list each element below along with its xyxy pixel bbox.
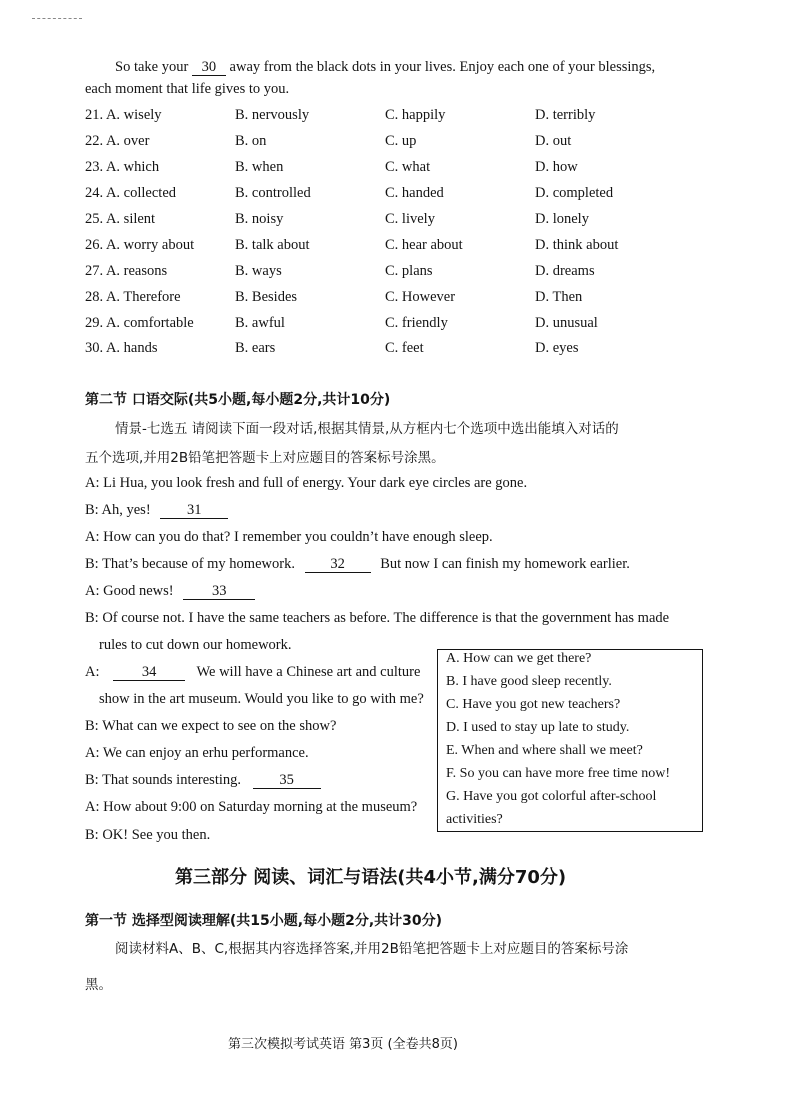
option-row [85,129,705,155]
option-row [85,232,705,258]
option: C. happily [385,107,446,124]
option: 23. A. which [85,159,160,176]
section-heading: 第二节 口语交际(共5小题,每小题2分,共计10分) [85,392,391,408]
dialogue-line [85,664,420,681]
passage-text: away from the black dots in your lives. Enjoy each one of your blessings, [229,59,656,75]
option: D. out [535,133,572,150]
blank-33: 33 [183,584,255,600]
option-row [85,207,705,233]
option: 26. A. worry about [85,236,195,253]
option: D. lonely [535,211,589,227]
option-row [85,284,705,310]
option: D. think about [535,236,619,253]
choice-item: D. I used to stay up late to study. [446,720,630,735]
options-list [85,103,705,362]
dialogue-text: A: Good news! [85,583,174,599]
dialogue-line: A: We can enjoy an erhu performance. [85,745,309,761]
passage-text: So take your [115,59,189,75]
option: 24. A. collected [85,185,177,202]
option: 22. A. over [85,133,150,150]
option: C. lively [385,211,435,227]
choice-item: F. So you can have more free time now! [446,766,670,781]
dialogue-line: A: How can you do that? I remember you couldn’t have enough sleep. [85,529,493,545]
option: D. Then [535,288,583,305]
dialogue-line: B: OK! See you then. [85,827,211,843]
option: B. noisy [235,211,284,227]
option: B. talk about [235,236,310,253]
option: D. dreams [535,262,595,279]
dialogue-line: B: What can we expect to see on the show? [85,718,337,734]
option: 30. A. hands [85,340,158,357]
option: 27. A. reasons [85,262,168,279]
dialogue-line [85,772,321,789]
dialogue-line [85,502,228,519]
section-instruction: 情景-七选五 请阅读下面一段对话,根据其情景,从方框内七个选项中选出能填入对话的 [115,421,619,437]
choice-item: B. I have good sleep recently. [446,674,612,689]
choice-item: G. Have you got colorful after-school [446,789,657,804]
dialogue-line [85,583,255,600]
option: C. feet [385,340,424,357]
choice-item: A. How can we get there? [446,651,592,666]
passage-line-1 [115,59,655,76]
option: 28. A. Therefore [85,288,181,305]
option: B. ways [235,262,282,279]
blank-31: 31 [160,503,228,519]
option: B. ears [235,340,276,357]
dialogue-text: B: That sounds interesting. [85,772,242,788]
option: B. controlled [235,185,311,202]
section-heading: 第一节 选择型阅读理解(共15小题,每小题2分,共计30分) [85,913,443,929]
section-instruction: 阅读材料A、B、C,根据其内容选择答案,并用2B铅笔把答题卡上对应题目的答案标号涂 [115,941,629,957]
dialogue-text: B: Ah, yes! [85,502,151,518]
option-row [85,310,705,336]
option: 25. A. silent [85,211,156,227]
dialogue-line: A: How about 9:00 on Saturday morning at the museum? [85,799,418,815]
option-row [85,258,705,284]
option: C. what [385,159,431,176]
section-instruction: 五个选项,并用2B铅笔把答题卡上对应题目的答案标号涂黑。 [85,450,445,466]
dialogue-line: rules to cut down our homework. [99,637,292,653]
dialogue-text: A: [85,664,100,680]
option: D. terribly [535,107,596,124]
option-row [85,155,705,181]
option: C. plans [385,262,433,279]
option: C. friendly [385,314,448,331]
option: C. up [385,133,417,150]
scan-mark [32,18,82,21]
choice-item: activities? [446,812,503,827]
section-instruction: 黑。 [85,977,112,993]
page-footer: 第三次模拟考试英语 第3页 (全卷共8页) [228,1037,458,1052]
dialogue-text: B: That’s because of my homework. [85,556,295,572]
passage-line-2: each moment that life gives to you. [85,81,290,97]
option: C. handed [385,185,444,202]
option: C. However [385,288,456,305]
dialogue-line: show in the art museum. Would you like to go with me? [99,691,424,707]
option: D. how [535,159,578,176]
option: 29. A. comfortable [85,314,194,331]
dialogue-line: A: Li Hua, you look fresh and full of energy. Your dark eye circles are gone. [85,475,528,491]
option-row [85,181,705,207]
choices-box [437,649,703,832]
option: 21. A. wisely [85,107,162,124]
option: B. awful [235,314,285,331]
option: B. on [235,133,267,150]
option: D. completed [535,185,614,202]
option: D. eyes [535,340,579,357]
option: C. hear about [385,236,463,253]
dialogue-text: We will have a Chinese art and culture [196,664,421,680]
blank-35: 35 [253,773,321,789]
dialogue-text: But now I can finish my homework earlier. [380,556,630,572]
dialogue-line [85,556,630,573]
part-heading: 第三部分 阅读、词汇与语法(共4小节,满分70分) [175,867,567,888]
option: B. when [235,159,284,176]
option: D. unusual [535,314,598,331]
option: B. Besides [235,288,298,305]
blank-32: 32 [305,557,371,573]
choice-item: C. Have you got new teachers? [446,697,621,712]
choice-item: E. When and where shall we meet? [446,743,643,758]
option-row [85,336,705,362]
option-row [85,103,705,129]
option: B. nervously [235,107,310,124]
dialogue-line: B: Of course not. I have the same teachers as before. The difference is that the government has made [85,610,670,626]
blank-30: 30 [192,60,226,76]
blank-34: 34 [113,665,185,681]
